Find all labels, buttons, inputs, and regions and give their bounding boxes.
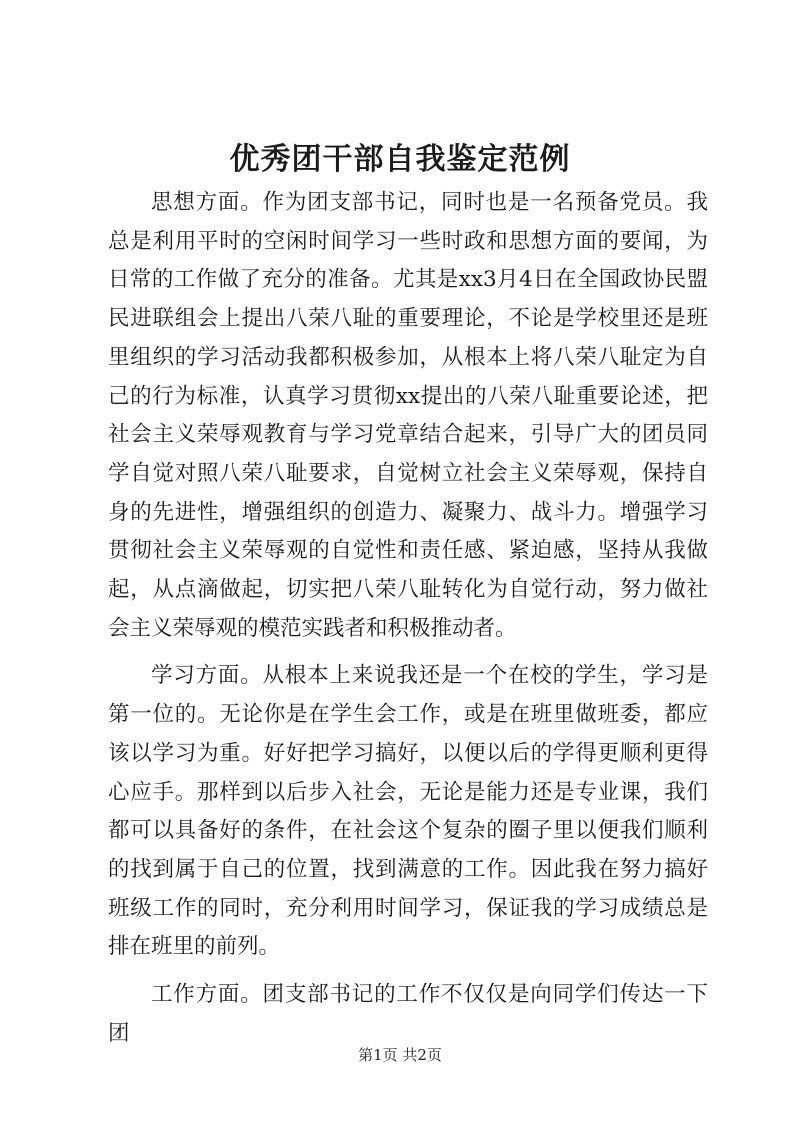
page-number: 第1页 共2页 — [358, 1046, 442, 1064]
paragraph-work: 工作方面。团支部书记的工作不仅仅是向同学们传达一下团 — [108, 982, 708, 1046]
paragraph-study: 学习方面。从根本上来说我还是一个在校的学生，学习是第一位的。无论你是在学生会工作，或是在班里做班委，都应该以学习为重。好好把学习搞好，以便以后的学得更顺利更得心应手。那样到以后步入社会，无论是能力还是专业课，我们都可以具备好的条件，在社会这个复杂的圈子里以便我们顺利的找到属于自己的位置，找到满意的工作。因此我在努力搞好班级工作的同时，充分利用时间学习，保证我的学习成绩总是排在班里的前列。 — [108, 663, 708, 960]
document-body — [108, 184, 708, 1053]
document-title: 优秀团干部自我鉴定范例 — [229, 142, 571, 177]
paragraph-thought: 思想方面。作为团支部书记，同时也是一名预备党员。我总是利用平时的空闲时间学习一些时政和思想方面的要闻，为日常的工作做了充分的准备。尤其是xx3月4日在全国政协民盟民进联组会上提出八荣八耻的重要理论，不论是学校里还是班里组织的学习活动我都积极参加，从根本上将八荣八耻定为自己的行为标准，认真学习贯彻xx提出的八荣八耻重要论述，把社会主义荣辱观教育与学习党章结合起来，引导广大的团员同学自觉对照八荣八耻要求，自觉树立社会主义荣辱观，保持自身的先进性，增强组织的创造力、凝聚力、战斗力。增强学习贯彻社会主义荣辱观的自觉性和责任感、紧迫感，坚持从我做起，从点滴做起，切实把八荣八耻转化为自觉行动，努力做社会主义荣辱观的模范实践者和积极推动者。 — [108, 190, 708, 641]
